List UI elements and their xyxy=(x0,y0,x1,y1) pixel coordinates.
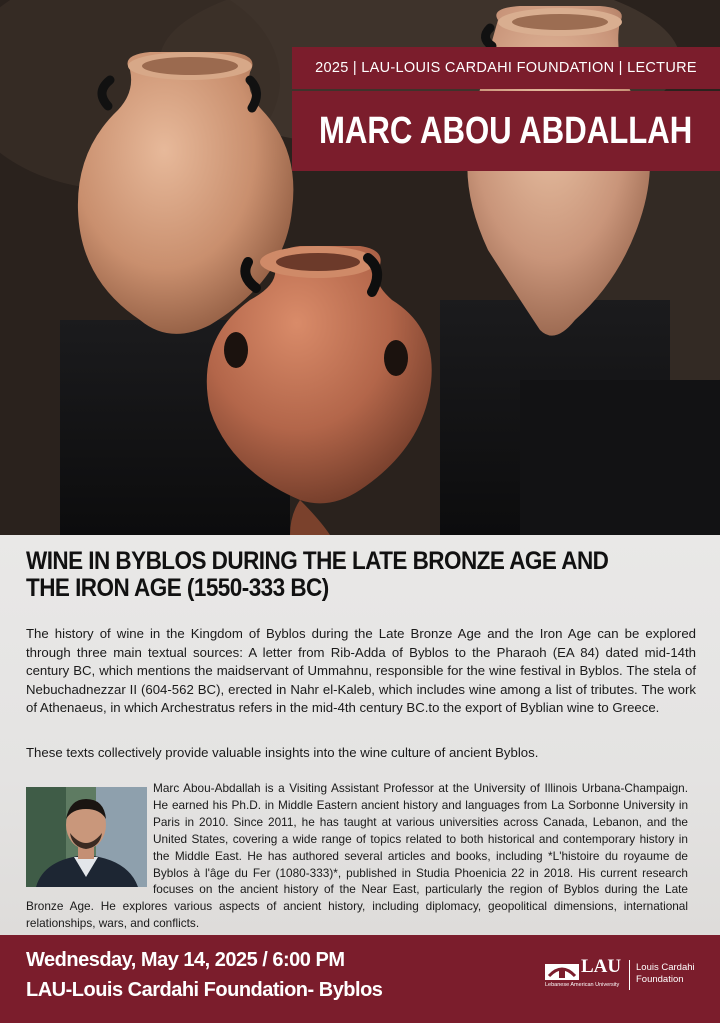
logo-divider xyxy=(629,960,630,990)
lau-logo xyxy=(545,958,627,992)
lecture-abstract: The history of wine in the Kingdom of Byblos during the Late Bronze Age and the Iron Age can be explored through three main textual sources: A letter from Rib-Adda of Byblos to the Pharaoh (EA 84) dated mid-14th century BC, which mentions the maidservant of Ummahnu, responsible for the wine festival in Byblos. The stela of Nebuchadnezzar II (604-562 BC), erected in Nahr el-Kaleb, which includes wine among a list of tributes. The work of Athenaeus, in which Archestratus refers in the mid-4th century BC.to the export of Byblian wine to Greece. xyxy=(26,626,696,716)
lau-emblem-icon xyxy=(545,960,579,980)
foundation-name-line-1: Louis Cardahi xyxy=(636,962,695,973)
speaker-name-banner xyxy=(292,91,720,171)
lau-wordmark: LAU xyxy=(581,956,622,977)
event-venue: LAU-Louis Cardahi Foundation- Byblos xyxy=(26,979,383,1001)
lecture-title-line-1: WINE IN BYBLOS DURING THE LATE BRONZE AGE AND xyxy=(26,547,609,575)
speaker-biography-text: Marc Abou-Abdallah is a Visiting Assistant Professor at the University of Illinois Urbana-Champaign. He earned his Ph.D. in Middle Eastern ancient history and languages from La Sorbonne University in Paris in 2010. Since 2011, he has taught at various universities across Canada, Lebanon, and the United States, covering a wide range of topics related to both historical and contemporary history in the Middle East. He has authored several articles and books, including *L'histoire du royaume de Byblos à l'âge du Fer (1080-333)*, published in Studia Phoenicia 22 in 2018. His current research focuses on the ancient history of the Near East, particularly the region of Byblos during the Late Bronze Age. He explores various aspects of ancient history, including diplomacy, geopolitical dimensions, international relationships, wars, and conflicts. xyxy=(26,781,688,931)
lecture-title xyxy=(26,548,706,602)
event-date-time: Wednesday, May 14, 2025 / 6:00 PM xyxy=(26,949,345,971)
louis-cardahi-foundation-logo xyxy=(636,962,695,986)
lau-subtitle: Lebanese American University xyxy=(545,982,620,988)
lecture-title-line-2: THE IRON AGE (1550-333 BC) xyxy=(26,574,329,602)
lecture-conclusion: These texts collectively provide valuable insights into the wine culture of ancient Byblos. xyxy=(26,745,539,760)
speaker-name: MARC ABOU ABDALLAH xyxy=(319,109,693,152)
portrait-spacer xyxy=(26,780,153,888)
event-series-text: 2025 | LAU-LOUIS CARDAHI FOUNDATION | LECTURE xyxy=(315,60,697,76)
event-series-banner xyxy=(292,47,720,89)
speaker-biography xyxy=(26,780,688,932)
foundation-name-line-2: Foundation xyxy=(636,974,684,985)
